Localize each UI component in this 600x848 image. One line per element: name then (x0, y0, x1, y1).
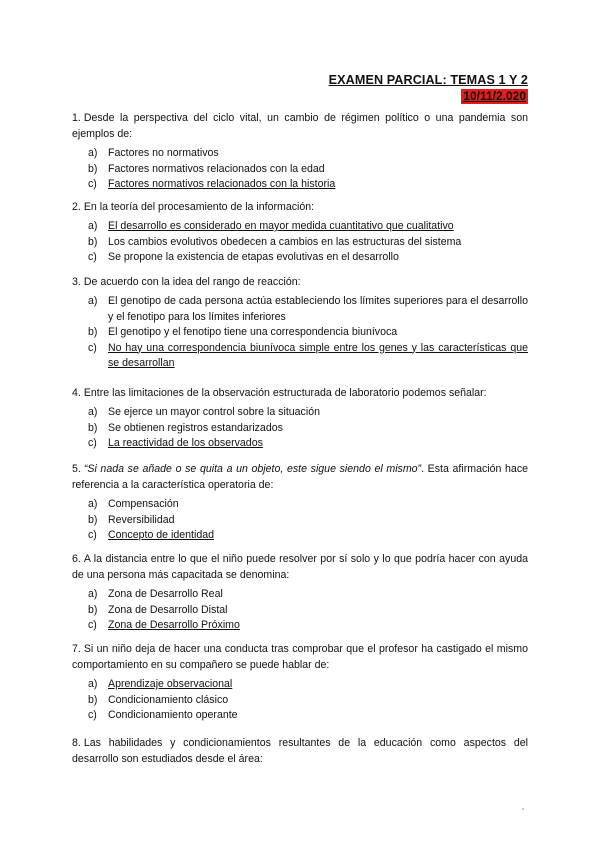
option-letter: b) (88, 421, 98, 434)
option-text: Reversibilidad (108, 513, 175, 526)
option-item (72, 341, 528, 372)
question-5 (72, 461, 528, 544)
option-letter: a) (88, 295, 98, 307)
option-letter: b) (88, 235, 98, 248)
option-item (72, 677, 528, 693)
option-text: Condicionamiento operante (108, 709, 238, 721)
correct-answer-text: No hay una correspondencia biunívoca simple entre los genes y las características que se desarrollan (108, 341, 528, 369)
option-item (72, 162, 528, 178)
option-item (72, 603, 528, 619)
option-letter: b) (88, 693, 98, 706)
option-text: Se ejerce un mayor control sobre la situación (108, 406, 320, 418)
correct-answer-text: Aprendizaje observacional (108, 678, 233, 690)
option-text: Se obtienen registros estandarizados (108, 421, 283, 434)
option-letter: c) (88, 529, 97, 541)
option-item (72, 405, 528, 421)
option-item (72, 436, 528, 452)
question-statement: De acuerdo con la idea del rango de reacción: (83, 276, 301, 288)
question-number: 3. (72, 276, 81, 288)
question-7 (72, 641, 528, 724)
option-letter: c) (88, 341, 97, 354)
option-text: Factores no normativos (108, 147, 219, 159)
option-letter: c) (88, 251, 97, 263)
option-letter: a) (88, 498, 98, 510)
option-text: Condicionamiento clásico (108, 693, 229, 706)
correct-answer-text: Factores normativos relacionados con la historia (108, 178, 336, 190)
option-item (72, 618, 528, 634)
question-number: 4. (72, 387, 81, 399)
question-3 (72, 274, 528, 372)
option-item (72, 587, 528, 603)
question-text (72, 385, 528, 401)
option-item (72, 294, 528, 325)
option-text: Se propone la existencia de etapas evolutivas en el desarrollo (108, 251, 399, 263)
question-statement: Desde la perspectiva del ciclo vital, un cambio de régimen político o una pandemia son ejemplos de: (72, 112, 528, 140)
question-statement: En la teoría del procesamiento de la información: (83, 201, 315, 213)
option-list (72, 146, 528, 193)
question-text (72, 199, 528, 215)
question-text (72, 735, 528, 767)
option-item (72, 219, 528, 235)
option-letter: c) (88, 619, 97, 631)
option-text: Factores normativos relacionados con la edad (108, 162, 325, 175)
question-text (72, 641, 528, 673)
question-1 (72, 110, 528, 193)
question-statement: A la distancia entre lo que el niño puede resolver por sí solo y lo que podría hacer con ayuda de una persona más capacitada se denomina: (72, 553, 528, 581)
option-letter: b) (88, 513, 98, 526)
option-item (72, 708, 528, 724)
question-statement: Las habilidades y condicionamientos resultantes de la educación como aspectos del desarrollo son estudiados desde el área: (72, 737, 528, 765)
option-item (72, 528, 528, 544)
question-number: 8. (72, 737, 81, 749)
page-mark (522, 808, 524, 810)
option-list (72, 219, 528, 266)
option-letter: a) (88, 220, 98, 232)
option-item (72, 146, 528, 162)
question-8 (72, 735, 528, 767)
option-list (72, 587, 528, 634)
question-quote: “Si nada se añade o se quita a un objeto, este sigue siendo el mismo” (83, 463, 422, 475)
option-item (72, 250, 528, 266)
question-text (72, 274, 528, 290)
option-item (72, 325, 528, 341)
question-statement: Entre las limitaciones de la observación estructurada de laboratorio podemos señalar: (83, 387, 487, 399)
question-number: 7. (72, 643, 81, 655)
option-item (72, 513, 528, 529)
option-letter: a) (88, 147, 98, 159)
option-letter: c) (88, 437, 97, 449)
exam-date: 10/11/2.020 (463, 89, 526, 103)
correct-answer-text: La reactividad de los observados (108, 437, 263, 449)
question-number: 2. (72, 201, 81, 213)
option-list (72, 497, 528, 544)
option-text: Zona de Desarrollo Real (108, 588, 223, 600)
option-letter: a) (88, 588, 98, 600)
option-text: Los cambios evolutivos obedecen a cambios en las estructuras del sistema (108, 235, 462, 248)
option-item (72, 693, 528, 709)
option-list (72, 405, 528, 452)
option-letter: b) (88, 162, 98, 175)
option-letter: c) (88, 709, 97, 721)
option-item (72, 235, 528, 251)
question-text (72, 461, 528, 493)
question-6 (72, 551, 528, 634)
option-letter: b) (88, 326, 98, 338)
option-list (72, 294, 528, 372)
exam-title: EXAMEN PARCIAL: TEMAS 1 Y 2 (328, 73, 528, 87)
option-item (72, 177, 528, 193)
question-4 (72, 385, 528, 452)
question-2 (72, 199, 528, 266)
option-text: El genotipo de cada persona actúa estableciendo los límites superiores para el desarrollo y el fenotipo para los límites inferiores (108, 295, 528, 323)
correct-answer-text: El desarrollo es considerado en mayor medida cuantitativo que cualitativo (108, 220, 454, 232)
exam-header (329, 73, 528, 105)
option-item (72, 421, 528, 437)
question-statement: . Esta afirmación hace referencia a la característica operatoria de: (72, 463, 529, 491)
correct-answer-text: Concepto de identidad (108, 529, 215, 541)
option-text: Zona de Desarrollo Distal (108, 603, 228, 616)
option-letter: c) (88, 178, 97, 190)
question-statement: Si un niño deja de hacer una conducta tras comprobar que el profesor ha castigado el mismo comportamiento en su compañero se puede hablar de: (72, 643, 528, 671)
option-text: Compensación (108, 498, 179, 510)
option-text: El genotipo y el fenotipo tiene una correspondencia biunívoca (108, 326, 398, 338)
option-letter: a) (88, 678, 98, 690)
option-item (72, 497, 528, 513)
option-list (72, 677, 528, 724)
option-letter: a) (88, 406, 98, 418)
question-number: 6. (72, 553, 81, 565)
option-letter: b) (88, 603, 98, 616)
question-text (72, 110, 528, 142)
question-number: 1. (72, 112, 81, 124)
correct-answer-text: Zona de Desarrollo Próximo (108, 619, 240, 631)
question-number: 5. (72, 463, 81, 475)
question-text (72, 551, 528, 583)
